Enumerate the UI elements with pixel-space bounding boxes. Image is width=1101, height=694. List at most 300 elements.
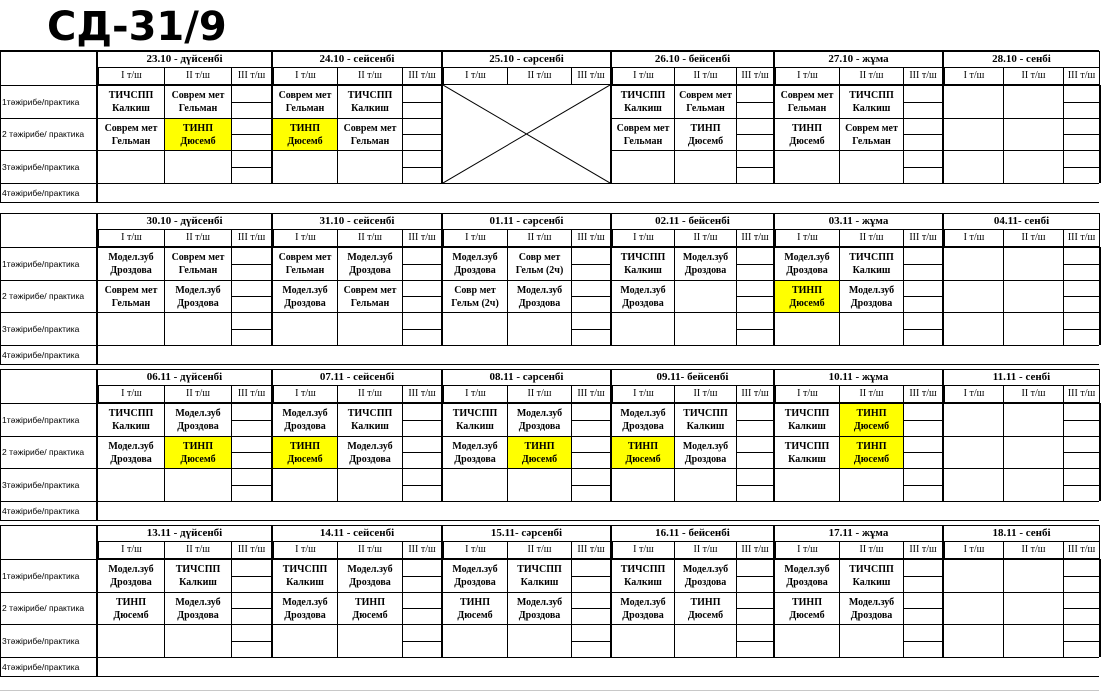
lesson-cell [675, 86, 736, 118]
mid-line [903, 296, 942, 297]
teacher-name: Дроздова [518, 421, 561, 432]
subject-name: ТИЧСПП [849, 564, 894, 575]
day-header: 28.10 - сенбі [942, 51, 1100, 68]
lesson-cell [612, 404, 674, 436]
mid-line [231, 641, 271, 642]
lesson-cell [338, 437, 402, 468]
lesson-cell [508, 248, 571, 280]
teacher-name: Дроздова [518, 297, 561, 309]
lesson-cell [775, 404, 839, 436]
shift-subheader: I т/ш [943, 542, 1004, 559]
shift-subheader: III т/ш [904, 542, 943, 559]
lesson-cell [165, 281, 231, 312]
mid-line [402, 102, 441, 103]
shift-subheader: III т/ш [572, 542, 611, 559]
teacher-name: Гельман [285, 265, 325, 276]
day-header: 08.11 - сәрсенбі [441, 369, 611, 386]
lesson-cell [98, 248, 164, 280]
lesson-cell [443, 437, 507, 468]
teacher-name: Дроздова [786, 577, 828, 588]
col-line [1003, 247, 1004, 345]
lesson-cell [612, 281, 674, 312]
row-label: 4тәжірибе/практика [2, 505, 80, 516]
teacher-name: Гельман [787, 103, 827, 114]
lesson-cell [443, 560, 507, 592]
teacher-name: Дюсемб [180, 135, 216, 147]
col-line [736, 247, 737, 345]
teacher-name: Дроздова [349, 265, 391, 276]
day-header: 03.11 - жұма [773, 213, 943, 230]
lesson-cell [508, 281, 571, 312]
day-header: 26.10 - бейсенбі [610, 51, 774, 68]
col-line [1063, 85, 1064, 183]
teacher-name: Калкиш [351, 421, 389, 432]
block-top-line [0, 213, 96, 214]
shift-subheader: II т/ш [675, 542, 737, 559]
mid-line [571, 264, 610, 265]
shift-subheader: II т/ш [508, 68, 572, 85]
lesson-cell [338, 593, 402, 624]
subject-name: Соврем мет [278, 252, 332, 263]
teacher-name: Дюсемб [457, 609, 493, 621]
mid-line [231, 134, 271, 135]
subject-name: Модел.зуб [620, 284, 666, 296]
subject-name: Соврем мет [845, 122, 898, 134]
lesson-cell [273, 593, 337, 624]
col-line [1063, 559, 1064, 657]
mid-line [736, 420, 773, 421]
mid-line [903, 134, 942, 135]
subject-name: ТИНП [182, 122, 213, 134]
mid-line [903, 485, 942, 486]
col-line [736, 403, 737, 501]
day-header: 11.11 - сенбі [942, 369, 1100, 386]
shift-subheader: I т/ш [442, 68, 508, 85]
teacher-name: Дроздова [284, 297, 326, 309]
mid-line [231, 296, 271, 297]
teacher-name: Калкиш [788, 453, 826, 465]
teacher-name: Гельман [285, 103, 325, 114]
teacher-name: Дюсемб [287, 135, 323, 147]
teacher-name: Калкиш [686, 421, 725, 432]
row-line [0, 520, 1099, 521]
mid-line [1063, 296, 1099, 297]
teacher-name: Гельман [623, 135, 663, 147]
shift-subheader: III т/ш [572, 386, 611, 403]
mid-line [1063, 264, 1099, 265]
subject-name: ТИНП [856, 440, 887, 452]
teacher-name: Дроздова [454, 453, 496, 465]
shift-subheader: I т/ш [442, 386, 508, 403]
subject-name: ТИНП [791, 284, 822, 296]
day-header: 30.10 - дүйсенбі [96, 213, 272, 230]
teacher-name: Дюсемб [853, 453, 890, 465]
subject-name: Модел.зуб [682, 564, 729, 575]
lesson-cell [273, 248, 337, 280]
subject-name: Соврем мет [171, 90, 225, 101]
day-header: 02.11 - бейсенбі [610, 213, 774, 230]
shift-subheader: III т/ш [1064, 542, 1100, 559]
teacher-name: Дюсемб [180, 453, 216, 465]
mid-line [571, 485, 610, 486]
row-label: 2 тәжірибе/ практика [2, 129, 85, 139]
day-header: 24.10 - сейсенбі [271, 51, 442, 68]
lesson-cell [840, 437, 903, 468]
shift-subheader: II т/ш [165, 230, 232, 247]
block-top-line [0, 525, 96, 526]
lesson-cell [443, 281, 507, 312]
mid-line [231, 576, 271, 577]
subject-name: Соврем мет [104, 122, 158, 134]
subject-name: Совр мет [518, 252, 561, 263]
day-header: 25.10 - сәрсенбі [441, 51, 611, 68]
shift-subheader: III т/ш [904, 230, 943, 247]
subject-name: Модел.зуб [452, 440, 498, 452]
mid-line [571, 420, 610, 421]
day-header: 13.11 - дүйсенбі [96, 525, 272, 542]
teacher-name: Дроздова [284, 609, 326, 621]
lesson-cell [840, 86, 903, 118]
mid-line [736, 452, 773, 453]
row-line [0, 657, 1099, 658]
lesson-cell [840, 281, 903, 312]
teacher-name: Дюсемб [789, 135, 825, 147]
shift-subheader: II т/ш [338, 542, 403, 559]
shift-subheader: III т/ш [572, 68, 611, 85]
teacher-name: Дроздова [454, 265, 496, 276]
block-top-line [0, 369, 96, 370]
subject-name: ТИНП [791, 596, 822, 608]
shift-subheader: III т/ш [1064, 230, 1100, 247]
shift-subheader: I т/ш [943, 68, 1004, 85]
mid-line [903, 329, 942, 330]
mid-line [571, 296, 610, 297]
shift-subheader: III т/ш [904, 386, 943, 403]
col-line [402, 559, 403, 657]
subject-name: Модел.зуб [347, 252, 393, 263]
mid-line [402, 452, 441, 453]
mid-line [903, 641, 942, 642]
subject-name: ТИЧСПП [517, 564, 562, 575]
row-line [0, 202, 1099, 203]
lesson-cell [273, 560, 337, 592]
shift-subheader: III т/ш [403, 386, 442, 403]
shift-subheader: II т/ш [840, 68, 904, 85]
teacher-name: Калкиш [624, 103, 662, 114]
subject-name: ТИЧСПП [620, 252, 666, 263]
lesson-cell [165, 404, 231, 436]
teacher-name: Дроздова [684, 577, 727, 588]
subject-name: ТИЧСПП [108, 408, 154, 419]
subject-name: Модел.зуб [452, 252, 498, 263]
row-line [0, 676, 1099, 677]
shift-subheader: I т/ш [774, 542, 840, 559]
lesson-cell [508, 437, 571, 468]
row-label: 1тәжірибе/практика [2, 96, 80, 107]
mid-line [1063, 452, 1099, 453]
lesson-cell [338, 119, 402, 150]
col-line [942, 559, 944, 657]
col-line [1063, 403, 1064, 501]
lesson-cell [98, 437, 164, 468]
page-title: СД-31/9 [47, 4, 227, 50]
col-line [903, 85, 904, 183]
mid-line [231, 420, 271, 421]
row-label: 4тәжірибе/практика [2, 187, 80, 198]
mid-line [903, 264, 942, 265]
mid-line [402, 641, 441, 642]
col-line [903, 559, 904, 657]
teacher-name: Дюсемб [625, 453, 661, 465]
shift-subheader: I т/ш [943, 386, 1004, 403]
mid-line [231, 608, 271, 609]
row-label: 3тәжірибе/практика [2, 323, 80, 334]
shift-subheader: I т/ш [272, 68, 338, 85]
lesson-cell [273, 437, 337, 468]
shift-subheader: III т/ш [904, 68, 943, 85]
day-header: 06.11 - дүйсенбі [96, 369, 272, 386]
shift-subheader: II т/ш [1004, 386, 1064, 403]
teacher-name: Дюсемб [113, 609, 149, 621]
teacher-name: Дюсемб [687, 609, 724, 621]
teacher-name: Дюсемб [789, 609, 825, 621]
shift-subheader: I т/ш [774, 230, 840, 247]
col-line [736, 85, 737, 183]
shift-subheader: II т/ш [840, 386, 904, 403]
day-header: 15.11- сәрсенбі [441, 525, 611, 542]
lesson-cell [98, 281, 164, 312]
teacher-name: Дюсемб [789, 297, 825, 309]
row-line [0, 364, 1099, 365]
col-line [1003, 403, 1004, 501]
subject-name: Соврем мет [343, 284, 397, 296]
row-line [0, 345, 1099, 346]
subject-name: Соврем мет [679, 90, 732, 101]
lesson-cell [775, 248, 839, 280]
lesson-cell [508, 404, 571, 436]
shift-subheader: I т/ш [272, 542, 338, 559]
lesson-cell [98, 560, 164, 592]
subject-name: Модел.зуб [175, 408, 221, 419]
subject-name: Соврем мет [780, 90, 834, 101]
teacher-name: Гельман [350, 135, 390, 147]
lesson-cell [273, 119, 337, 150]
mid-line [1063, 134, 1099, 135]
lesson-cell [612, 560, 674, 592]
mid-line [1063, 485, 1099, 486]
lesson-cell [775, 281, 839, 312]
lesson-cell [612, 119, 674, 150]
shift-subheader: III т/ш [1064, 68, 1100, 85]
shift-subheader: III т/ш [1064, 386, 1100, 403]
shift-subheader: II т/ш [338, 230, 403, 247]
row-label: 3тәжірибе/практика [2, 479, 80, 490]
subject-name: Соврем мет [278, 90, 332, 101]
lesson-cell [775, 119, 839, 150]
teacher-name: Гельман [852, 135, 891, 147]
mid-line [736, 576, 773, 577]
lesson-cell [273, 404, 337, 436]
lesson-cell [165, 593, 231, 624]
lesson-cell [840, 560, 903, 592]
lesson-cell [840, 593, 903, 624]
teacher-name: Калкиш [852, 577, 891, 588]
col-line [402, 403, 403, 501]
shift-subheader: II т/ш [508, 542, 572, 559]
shift-subheader: I т/ш [272, 230, 338, 247]
row-label: 2 тәжірибе/ практика [2, 603, 85, 613]
mid-line [571, 452, 610, 453]
shift-subheader: II т/ш [508, 230, 572, 247]
mid-line [903, 102, 942, 103]
teacher-name: Гельман [111, 297, 151, 309]
mid-line [402, 329, 441, 330]
shift-subheader: III т/ш [737, 386, 774, 403]
subject-name: Соврем мет [104, 284, 158, 296]
teacher-name: Дроздова [349, 577, 391, 588]
teacher-name: Гельм (2ч) [515, 265, 564, 276]
mid-line [903, 608, 942, 609]
teacher-name: Гельм (2ч) [451, 297, 499, 309]
subject-name: ТИЧСПП [849, 90, 894, 101]
day-header: 01.11 - сәрсенбі [441, 213, 611, 230]
day-header: 16.11 - бейсенбі [610, 525, 774, 542]
lesson-cell [840, 119, 903, 150]
subject-name: ТИЧСПП [347, 90, 393, 101]
lesson-cell [775, 560, 839, 592]
shift-subheader: I т/ш [272, 386, 338, 403]
subject-name: ТИНП [690, 122, 721, 134]
subject-name: Модел.зуб [620, 408, 666, 419]
subject-name: Модел.зуб [175, 284, 221, 296]
col-line [231, 85, 232, 183]
lesson-cell [338, 281, 402, 312]
subject-name: ТИЧСПП [108, 90, 154, 101]
shift-subheader: I т/ш [97, 386, 165, 403]
mid-line [736, 485, 773, 486]
subject-name: ТИНП [459, 596, 490, 608]
lesson-cell [98, 86, 164, 118]
mid-line [1063, 420, 1099, 421]
day-header: 17.11 - жұма [773, 525, 943, 542]
mid-line [903, 420, 942, 421]
teacher-name: Калкиш [852, 103, 891, 114]
lesson-cell [840, 248, 903, 280]
shift-subheader: II т/ш [675, 386, 737, 403]
teacher-name: Калкиш [456, 421, 494, 432]
teacher-name: Дроздова [110, 577, 152, 588]
teacher-name: Калкиш [112, 421, 150, 432]
mid-line [402, 134, 441, 135]
mid-line [903, 576, 942, 577]
mid-line [1063, 102, 1099, 103]
shift-subheader: II т/ш [1004, 68, 1064, 85]
lesson-cell [675, 248, 736, 280]
col-line [903, 247, 904, 345]
lesson-cell [675, 560, 736, 592]
lesson-cell [612, 248, 674, 280]
subject-name: ТИНП [289, 440, 320, 452]
mid-line [1063, 167, 1099, 168]
mid-line [231, 264, 271, 265]
shift-subheader: III т/ш [232, 386, 272, 403]
teacher-name: Гельман [111, 135, 151, 147]
subject-name: Модел.зуб [108, 252, 154, 263]
teacher-name: Калкиш [179, 577, 217, 588]
subject-name: ТИЧСПП [620, 90, 666, 101]
lesson-cell [273, 281, 337, 312]
shift-subheader: I т/ш [611, 230, 675, 247]
subject-name: Совр мет [454, 284, 496, 296]
day-header: 14.11 - сейсенбі [271, 525, 442, 542]
lesson-cell [338, 248, 402, 280]
mid-line [1063, 576, 1099, 577]
col-line [571, 559, 572, 657]
lesson-cell [508, 593, 571, 624]
lesson-cell [165, 86, 231, 118]
mid-line [571, 576, 610, 577]
mid-line [571, 329, 610, 330]
mid-line [402, 608, 441, 609]
row-label: 1тәжірибе/практика [2, 414, 80, 425]
mid-line [402, 485, 441, 486]
teacher-name: Дюсемб [853, 421, 890, 432]
shift-subheader: II т/ш [165, 386, 232, 403]
mid-line [736, 102, 773, 103]
teacher-name: Дроздова [622, 421, 664, 432]
mid-line [571, 641, 610, 642]
mid-line [736, 264, 773, 265]
subject-name: Модел.зуб [848, 596, 895, 608]
shift-subheader: I т/ш [611, 68, 675, 85]
subject-name: Модел.зуб [175, 596, 221, 608]
row-label: 3тәжірибе/практика [2, 161, 80, 172]
lesson-cell [612, 86, 674, 118]
teacher-name: Калкиш [112, 103, 150, 114]
no-classes-cross [443, 85, 610, 183]
col-line [942, 247, 944, 345]
mid-line [736, 296, 773, 297]
lesson-cell [508, 560, 571, 592]
teacher-name: Дроздова [110, 265, 152, 276]
shift-subheader: III т/ш [232, 542, 272, 559]
lesson-cell [338, 404, 402, 436]
day-header: 31.10 - сейсенбі [271, 213, 442, 230]
mid-line [736, 608, 773, 609]
shift-subheader: II т/ш [840, 230, 904, 247]
subject-name: ТИЧСПП [784, 408, 830, 419]
lesson-cell [98, 593, 164, 624]
teacher-name: Дроздова [684, 265, 727, 276]
mid-line [736, 134, 773, 135]
lesson-cell [273, 86, 337, 118]
teacher-name: Калкиш [624, 577, 662, 588]
subject-name: ТИНП [354, 596, 385, 608]
teacher-name: Дроздова [177, 297, 219, 309]
mid-line [402, 167, 441, 168]
subject-name: ТИНП [856, 408, 887, 419]
lesson-cell [338, 560, 402, 592]
teacher-name: Калкиш [788, 421, 826, 432]
subject-name: Модел.зуб [784, 564, 830, 575]
teacher-name: Дюсемб [287, 453, 323, 465]
shift-subheader: I т/ш [943, 230, 1004, 247]
subject-name: ТИЧСПП [849, 252, 894, 263]
left-border [0, 525, 1, 676]
teacher-name: Дроздова [177, 609, 219, 621]
subject-name: Модел.зуб [784, 252, 830, 263]
subject-name: ТИЧСПП [452, 408, 498, 419]
